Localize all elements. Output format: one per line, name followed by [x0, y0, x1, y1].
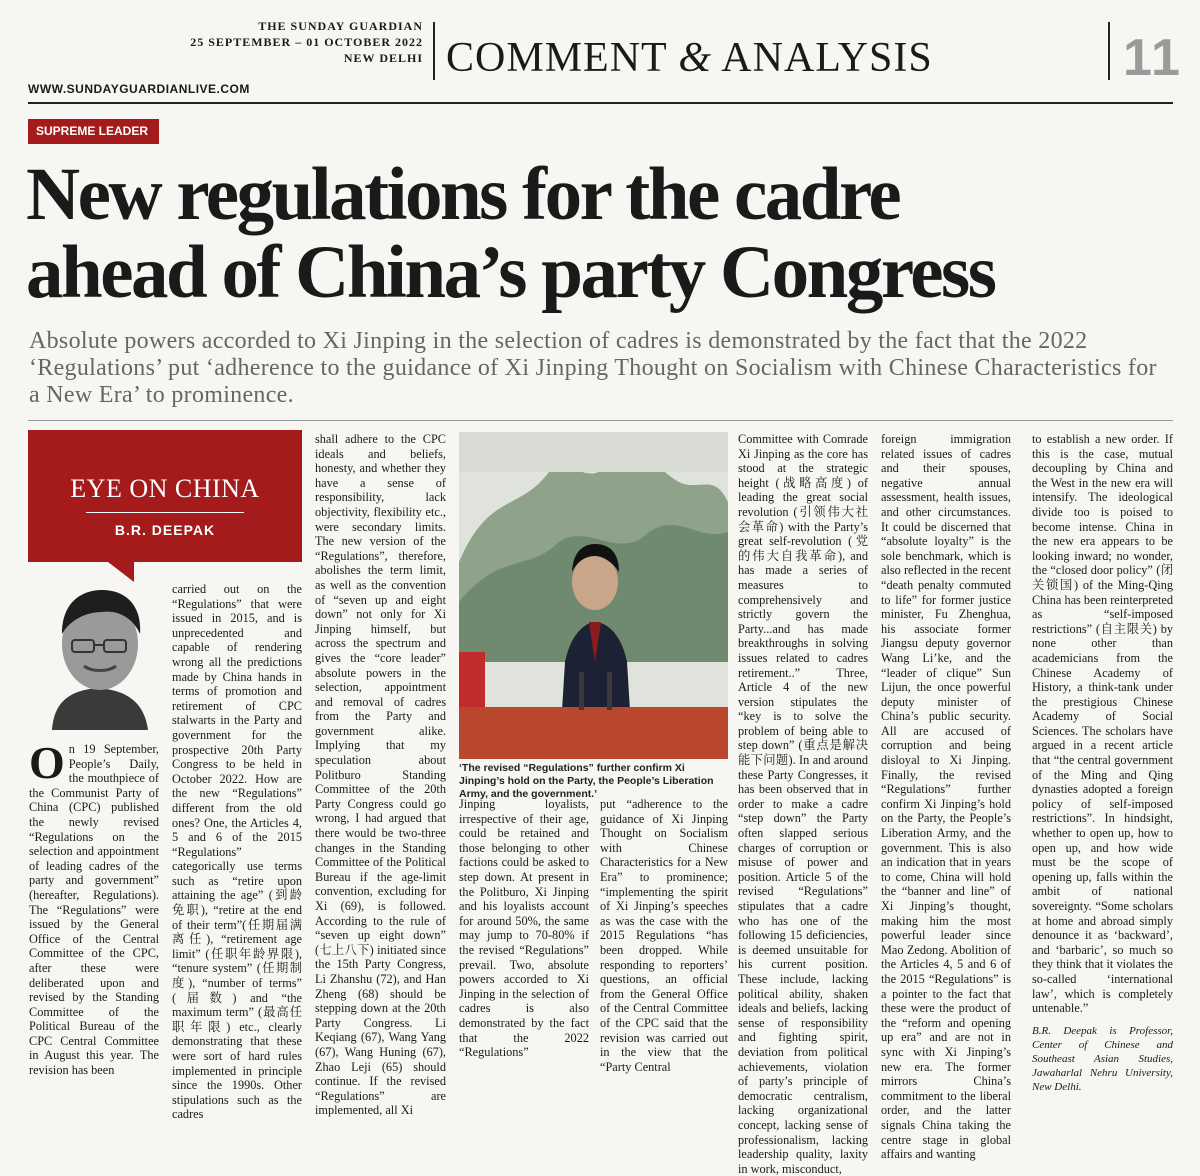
- column-rule: [86, 512, 244, 513]
- body-text: shall adhere to the CPC ideals and beliefs, honesty, and whether they have a sense of responsibility, lack objectivity, flexibility etc., were secondary limits. The new version of the “Regulations”, therefore, abolishes the term limit, as well as the convention of “seven up and eight down” not only for Xi Jinping himself, but across the spectrum and gives the “core leader” absolute powers in the selection, appointment and removal of cadres from the Party and government alike. Implying that my speculation about Politburo Standing Committee of the 20th Party Congress could go wrong, I had argued that there would be two-three changes in the Standing Committee of the Political Bureau if the age-limit convention, excluding for Xi (69), is followed. According to the rule of “seven up eight down” (七上八下) initiated since the 15th Party Congress, Li Zhanshu (72), and Han Zheng (68) should be stepping down at the 20th Party Congress. Li Keqiang (67), Wang Yang (67), Wang Huning (67), Zhao Leji (65) should continue. If the revised “Regulations” are implemented, all Xi: [315, 432, 446, 1118]
- body-text: to establish a new order. If this is the case, mutual decoupling by China and the West in the new era will intensify. The ideological divide too is poised to become intense. China in the new era appears to be looking inward; no wonder, the “closed door policy” (闭关锁国) of the Ming-Qing China has been reinterpreted as “self-imposed restrictions” (自主限关) by none other than academicians from the Chinese Academy of History, a think-tank under the prestigious Chinese Academy of Social Sciences. The scholars have argued in a recent article that “the central government of the Ming and Qing dynasties adopted a foreign policy of self-imposed restrictions”. In hindsight, whether to open up, how to open up, and how wide must be the scope of opening up, falls within the ambit of national sovereignty. “Some scholars at home and abroad simply denounce it as ‘backward’, and ‘barbaric’, so much so they think that it violates the so-called ‘international law’, which is completely untenable.”: [1032, 432, 1174, 1016]
- section-title-b: ANALYSIS: [721, 35, 933, 81]
- masthead-info: [28, 18, 423, 66]
- news-photo-image: [459, 432, 728, 759]
- section-title-amp: &: [678, 35, 713, 81]
- body-column-8: [1032, 432, 1174, 1093]
- column-title: EYE ON CHINA: [70, 474, 260, 503]
- author-portrait-image: [32, 582, 164, 730]
- body-text: carried out on the “Regulations” that were issued in 2015, and is unprecedented and capable of rendering wrong all the predictions made by China hands in terms of promotion and retirement of CPC stalwarts in the Party and government for the prospective 20th Party Congress to be held in October 2022. How are the new “Regulations” different from the old ones? One, the Articles 4, 5 and 6 of the 2015 “Regulations” categorically use terms such as “retire upon attaining the age” (到龄免职), “retire at the end of their term”(任期届满离任), “retirement age limit” (任职年龄界限), “tenure system” (任期制度), “number of terms” (届数) and “the maximum term” (最高任职年限) etc., clearly demonstrating that these were sort of hard rules implemented in principle since the 1990s. Other stipulations such as the cadres: [172, 582, 302, 1122]
- headline-line-2: ahead of China’s party Congress: [26, 231, 995, 314]
- body-column-1: [29, 737, 159, 1078]
- body-text: Committee with Comrade Xi Jinping as the core has stood at the strategic height (战略高度) of leading the great social revolution (引领伟大社会革命) with the Party’s great self-revolution (党的伟大自我革命), and has made a series of measures to comprehensively and strictly govern the Party...and has made breakthroughs in solving issues related to cadres retirement..” Three, Article 4 of the new version stipulates the “key is to solve the problem of being able to step down” (重点是解决能下问题). In and around these Party Congresses, it has been observed that in order to make a cadre “step down” the Party often slapped serious charges of corruption or misuse of power and position. Article 5 of the revised “Regulations” stipulates that a cadre who has one of the following 15 deficiencies, is deemed unsuitable for his current position. These include, lacking political ability, shaken ideals and beliefs, lacking sense of responsibility and fighting spirit, deviation from political achievements, violation of party’s principle of democratic centralism, lacking organizational concept, lacking sense of professionalism, lacking leadership quality, laxity in work, misconduct,: [738, 432, 868, 1176]
- body-column-5: [600, 797, 728, 1074]
- column-box: [28, 430, 302, 562]
- city: NEW DELHI: [343, 51, 423, 65]
- body-text: put “adherence to the guidance of Xi Jinping Thought on Socialism with Chinese Characteristics for a New Era” to prominence; “implementing the spirit of Xi Jinping’s speeches as was the case with the 2015 Regulations “has been dropped. While responding to reporters’ questions, an official from the General Office of the Central Committee of the CPC said that the revision was carried out in the view that the “Party Central: [600, 797, 728, 1074]
- body-column-6: [738, 432, 868, 1176]
- divider: [1108, 22, 1110, 80]
- body-column-3: [315, 432, 446, 1118]
- masthead-rule: [28, 102, 1173, 104]
- body-column-4: [459, 797, 589, 1060]
- page-number: 11: [1123, 29, 1182, 87]
- body-text: n 19 September, People’s Daily, the mouthpiece of the Communist Party of China (CPC) published the newly revised “Regulations on the selection and appointment of leading cadres of the party and government” (hereafter, Regulations). The “Regulations” were issued by the General Office of the Central Committee of the CPC, after these were deliberated upon and revised by the Standing Committee of the Political Bureau of the CPC Central Committee in August this year. The revision has been: [29, 742, 159, 1078]
- body-text: Jinping loyalists, irrespective of their age, could be retained and those belonging to other factions could be asked to step down. At present in the Politburo, Xi Jinping and his loyalists account for around 50%, the same may jump to 70-80% if the revised “Regulations” prevail. Two, absolute powers accorded to Xi Jinping in the selection of cadres is also demonstrated by the fact that the 2022 “Regulations”: [459, 797, 589, 1060]
- body-text: foreign immigration related issues of cadres and their spouses, negative annual assessment, health issues, and other circumstances. It could be discerned that “absolute loyalty” is the sole benchmark, which is also reflected in the recent “death penalty commuted to life” for former justice minister, Fu Zhenghua, his associate former Jiangsu deputy governor Wang Li’ke, and the “leader of clique” Sun Lijun, the once powerful deputy minister of China’s public security. All are accused of corruption and being disloyal to Xi Jinping. Finally, the revised “Regulations” further confirm Xi Jinping’s hold on the Party, the People’s Liberation Army, and the government. This is also an indication that in years to come, China will hold the “banner and line” of Xi Jinping’s thought, making him the most powerful leader since Mao Zedong. Abolition of the Articles 4, 5 and 6 of the 2015 “Regulations” is a pointer to the fact that these were the product of the “reform and opening up era” and are not in sync with Xi Jinping’s new era. The former mirrors China’s commitment to the liberal order, and the latter signals China taking the centre stage in global affairs and wanting: [881, 432, 1011, 1162]
- standfirst: Absolute powers accorded to Xi Jinping in the selection of cadres is demonstrated by the fact that the 2022 ‘Regulations’ put ‘adherence to the guidance of Xi Jinping Thought on Socialism with Chinese Characteristics for a New Era’ to prominence.: [29, 328, 1157, 408]
- news-photo: [459, 432, 728, 759]
- headline: [26, 153, 1176, 314]
- masthead: [28, 18, 1182, 96]
- body-column-2: [172, 582, 302, 1122]
- website-url[interactable]: WWW.SUNDAYGUARDIANLIVE.COM: [28, 82, 250, 96]
- section-title-a: COMMENT: [446, 35, 667, 81]
- kicker-label: SUPREME LEADER: [28, 119, 159, 144]
- paper-name: THE SUNDAY GUARDIAN: [258, 19, 423, 33]
- speech-tail: [108, 562, 134, 582]
- headline-line-1: New regulations for the cadre: [26, 153, 900, 236]
- divider: [433, 22, 435, 80]
- author-portrait: [32, 582, 164, 730]
- author-bio: B.R. Deepak is Professor, Center of Chinese and Southeast Asian Studies, Jawaharlal Nehru University, New Delhi.: [1032, 1024, 1173, 1093]
- column-author: B.R. DEEPAK: [114, 522, 216, 538]
- section-rule: [28, 420, 1173, 421]
- drop-cap: O: [29, 737, 65, 788]
- photo-caption: ‘The revised “Regulations” further confirm Xi Jinping’s hold on the Party, the People’s Liberation Army, and the government.’: [459, 762, 714, 800]
- body-column-7: [881, 432, 1011, 1162]
- issue-dates: 25 SEPTEMBER – 01 OCTOBER 2022: [190, 35, 423, 49]
- section-title: [446, 34, 933, 82]
